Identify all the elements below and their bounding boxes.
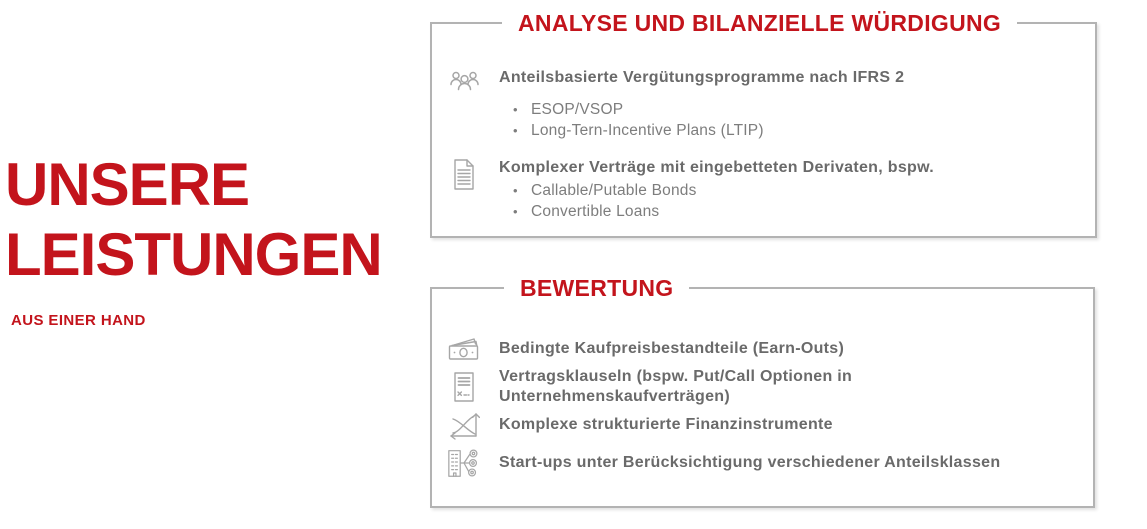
people-group-icon: [446, 68, 482, 95]
panel-analyse: [430, 10, 1097, 238]
list-item-label: Anteilsbasierte Vergütungsprogramme nach IFRS 2: [499, 69, 905, 86]
list-item: [446, 370, 1075, 404]
list-item-body: [499, 158, 934, 223]
contract-icon: [446, 371, 482, 403]
bullet-list: [499, 100, 904, 141]
list-item-body: [499, 68, 904, 142]
panel-analyse-content: [432, 24, 1095, 223]
list-item-label: Start-ups unter Berücksichtigung verschiedener Anteilsklassen: [499, 454, 1001, 471]
banknotes-icon: [446, 336, 482, 362]
page-title-line1: UNSERE: [5, 151, 250, 218]
list-item: [446, 158, 1077, 223]
list-item-label: Bedingte Kaufpreisbestandteile (Earn-Outs): [499, 340, 845, 357]
panel-bewertung: [430, 275, 1095, 508]
list-item: [446, 332, 1075, 366]
page-title-block: [5, 150, 382, 329]
bullet-item: • Convertible Loans: [511, 202, 934, 222]
panel-analyse-title: ANALYSE UND BILANZIELLE WÜRDIGUNG: [502, 8, 1017, 38]
page-title-line2: LEISTUNGEN: [5, 221, 382, 288]
startup-shares-icon: [446, 446, 482, 480]
list-item-label: Komplexe strukturierte Finanzinstrumente: [499, 416, 833, 433]
document-icon: [446, 158, 482, 191]
chart-axes-icon: [446, 410, 482, 440]
panel-bewertung-title: BEWERTUNG: [504, 273, 689, 303]
bullet-item: • ESOP/VSOP: [511, 100, 904, 120]
list-item: [446, 408, 1075, 442]
panel-bewertung-content: [432, 289, 1093, 480]
list-item: [446, 446, 1075, 480]
list-item: [446, 68, 1077, 142]
page-subtitle: AUS EINER HAND: [11, 312, 146, 329]
list-item-label: Komplexer Verträge mit eingebetteten Derivaten, bspw.: [499, 159, 934, 176]
bullet-item: • Long-Tern-Incentive Plans (LTIP): [511, 121, 904, 141]
bullet-item: • Callable/Putable Bonds: [511, 181, 934, 201]
list-item-label: Vertragsklauseln (bspw. Put/Call Optionen in Unternehmenskaufverträgen): [499, 368, 853, 405]
bullet-list: [499, 181, 934, 222]
